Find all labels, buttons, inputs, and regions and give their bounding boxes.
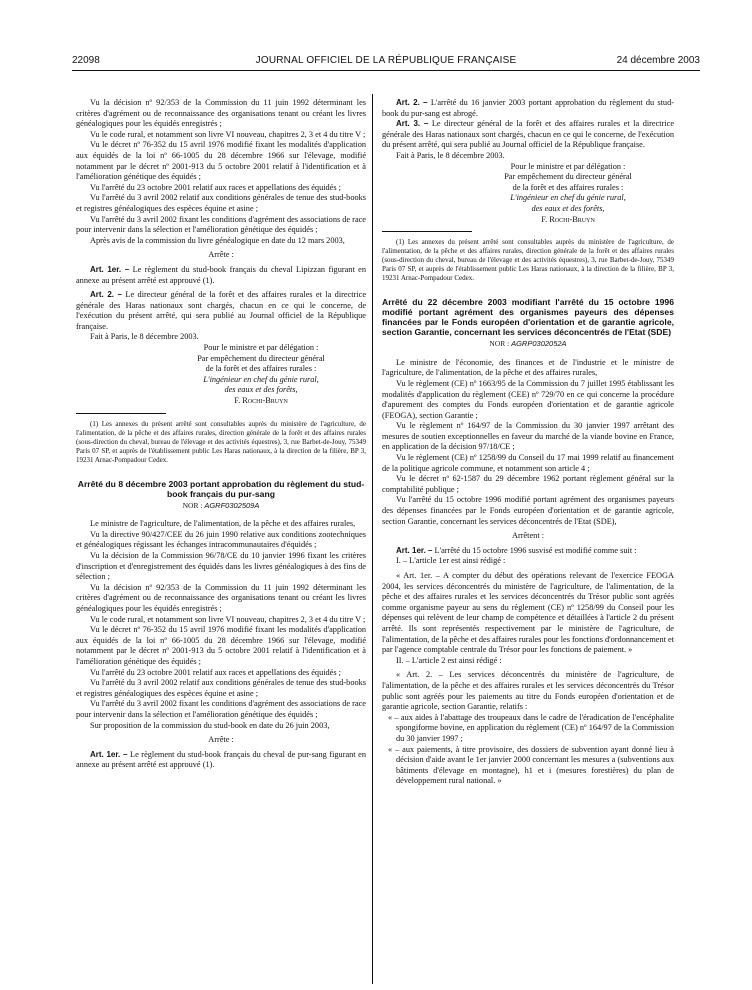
paragraph: Vu la décision de la Commission 96/78/CE du 10 janvier 1996 fixant les critères d'inscription et d'enregistrement des équidés dans les livres généalogiques à des fins de sélection ; [76,551,366,582]
footnote: (1) Les annexes du présent arrêté sont consultables auprès du ministère de l'agriculture, de l'alimentation, de la pêche et des affaires rurales, direction générale de la forêt et des affaires rurales (sous-direction du cheval, bureau de l'élevage et des activités équestres), 3, rue Barbet-de-Jouy, 75349 Paris 07 SP, et auprès de l'établissement public Les Haras nationaux, à la direction de la filière, BP 3, 19231 Arnac-Pompadour Cedex. [76,419,366,464]
article-text: Le directeur général de la forêt et des affaires rurales et la directrice générale des Haras nationaux sont chargés, chacun en ce qui le concerne, de l'exécution du présent arrêté, qui sera publié au Journal officiel de la République française. [76,290,366,331]
paragraph: II. – L'article 2 est ainsi rédigé : [396,655,502,665]
paragraph: Le ministre de l'agriculture, de l'alimentation, de la pêche et des affaires rurales, [90,519,356,529]
signature-line: L'ingénieur en chef du génie rural, [510,193,626,203]
article-text: L'arrêté du 15 octobre 1996 susvisé est modifié comme suit : [434,545,637,555]
footnote-separator [76,413,166,414]
article-2 [382,98,674,119]
page-header [72,55,700,69]
signature-line: Par empêchement du directeur général [504,172,632,182]
nor-label: NOR : [182,500,203,510]
article-label: Art. 3. – [396,119,429,129]
signature-block [76,343,366,407]
list-item: « – aux aides à l'abattage des troupeaux dans le cadre de l'éradication de l'encéphalite spongiforme bovine, en application du règlement (CE) nº 164/97 de la Commission du 30 janvier 1997 ; [388,712,674,743]
signature-line: Pour le ministre et par délégation : [203,343,319,353]
signature-place-date: Fait à Paris, le 8 décembre 2003. [90,332,199,342]
paragraph: Après avis de la commission du livre généalogique en date du 12 mars 2003, [90,235,345,245]
paragraph: Vu le code rural, et notamment son livre VI nouveau, chapitres 2, 3 et 4 du titre V ; [90,614,366,624]
journal-title: JOURNAL OFFICIEL DE LA RÉPUBLIQUE FRANÇAISE [255,55,517,66]
paragraph: Vu la décision nº 92/353 de la Commission du 11 juin 1992 déterminant les critères d'agrément ou de reconnaissance des organisations tenant ou créant les livres généalogiques pour les équidés enregistrés ; [76,582,366,613]
article-1 [382,546,674,557]
decree-title: Arrêté du 8 décembre 2003 portant approbation du règlement du stud-book français du pur-sang [77,478,365,499]
paragraph: Vu le règlement (CE) nº 1663/95 de la Commission du 7 juillet 1995 établissant les modalités d'application du règlement (CEE) nº 729/70 en ce qui concerne la procédure d'apurement des comptes du Fonds européen d'orientation et de garantie agricole (FEOGA), section Garantie ; [382,378,674,420]
arrete-heading: Arrête : [208,735,234,745]
quoted-article: « Art. 2. – Les services déconcentrés du ministère de l'agriculture, de l'alimentation, de la pêche et des affaires rurales et les services déconcentrés du Trésor public sont agréés pour les paiements au titre du Fonds européen d'orientation et de garantie agricole, section Garantie, relatifs : [382,670,674,712]
paragraph: Vu l'arrêté du 23 octobre 2001 relatif aux races et appellations des équidés ; [90,667,341,677]
paragraph: Vu le décret nº 76-352 du 15 avril 1976 modifié fixant les modalités d'application aux équidés de la loi nº 66-1005 du 28 décembre 1966 sur l'élevage, modifié notamment par le décret nº 2001-913 du 5 octobre 2001 relatif à l'identification et à l'amélioration génétique des équidés ; [76,625,366,666]
paragraph: Le ministre de l'économie, des finances et de l'industrie et le ministre de l'agriculture, de l'alimentation, de la pêche et des affaires rurales, [382,357,674,378]
paragraph: Vu la directive 90/427/CEE du 26 juin 1990 relative aux conditions zootechniques et généalogiques régissant les échanges intracommunautaires d'équidés ; [76,529,366,550]
issue-date: 24 décembre 2003 [616,55,700,66]
article-text: Le règlement du stud-book français du cheval Lipizzan figurant en annexe au présent arrêté est approuvé (1). [76,264,366,285]
paragraph: I. – L'article 1er est ainsi rédigé : [396,556,506,566]
paragraph: Vu le décret nº 62-1587 du 29 décembre 1962 portant règlement général sur la comptabilité publique ; [382,474,674,494]
arretent-heading: Arrêtent : [511,531,545,541]
column-divider [372,94,373,984]
signature-line: L'ingénieur en chef du génie rural, [203,374,319,384]
paragraph: Vu l'arrêté du 3 avril 2002 fixant les conditions d'agrément des associations de race pour intervenir dans la sélection et l'amélioration génétique des équidés ; [76,699,366,719]
paragraph: Sur proposition de la commission du stud-book en date du 26 juin 2003, [90,720,330,730]
footnote-separator [382,231,472,232]
nor-reference [76,501,366,512]
decree-title: Arrêté du 22 décembre 2003 modifiant l'arrêté du 15 octobre 1996 modifié portant agrément des organismes payeurs des dépenses financées par le Fonds européen d'orientation et de garantie agricole, section Garantie, concernant les services déconcentrés de l'Etat (SDE) [382,297,674,338]
nor-value: AGRF0302509A [204,500,260,510]
article-label: Art. 1er. – [90,749,128,759]
signature-line: des eaux et des forêts, [224,385,298,395]
footnote: (1) Les annexes du présent arrêté sont consultables auprès du ministère de l'agriculture, de l'alimentation, de la pêche et des affaires rurales, direction générale de la forêt et des affaires rurales (sous-direction du cheval, bureau de l'élevage et des activités équestres), 3, rue Barbet-de-Jouy, 75349 Paris 07 SP, et auprès de l'établissement public Les Haras nationaux, à la direction de la filière, BP 3, 19231 Arnac-Pompadour Cedex. [382,238,674,283]
signatory-name: F. Rochi-Bruyn [234,396,288,406]
nor-value: AGRP0302052A [511,339,567,349]
signature-line: de la forêt et des affaires rurales : [205,364,317,374]
signature-line: de la forêt et des affaires rurales : [512,182,624,192]
nor-label: NOR : [489,339,510,349]
list-item: « – aux paiements, à titre provisoire, des dossiers de subvention ayant donné lieu à décision d'aide avant le 1er janvier 2000 concernant les mesures a (subventions aux bâtiments d'élevage en montagne), h1 et i (mesures forestières) du plan de développement rural national. » [388,744,674,786]
signature-line: Par empêchement du directeur général [197,353,325,363]
signature-line: des eaux et des forêts, [531,203,605,213]
article-text: Le règlement du stud-book français du cheval de pur-sang figurant en annexe au présent arrêté est approuvé (1). [76,749,366,770]
paragraph: Vu l'arrêté du 23 octobre 2001 relatif aux races et appellations des équidés ; [90,182,341,192]
article-label: Art. 1er. – [396,545,433,555]
article-label: Art. 1er. – [90,264,130,274]
paragraph: Vu le règlement (CE) nº 1258/99 du Conseil du 17 mai 1999 relatif au financement de la politique agricole commune, et notamment son article 4 ; [382,453,674,473]
article-1 [76,750,366,771]
paragraph: Vu le décret nº 76-352 du 15 avril 1976 modifié fixant les modalités d'application aux équidés de la loi nº 66-1005 du 28 décembre 1966 sur l'élevage, modifié notamment par le décret nº 2001-913 du 5 octobre 2001 relatif à l'identification et à l'amélioration génétique des équidés ; [76,140,366,182]
right-column [382,98,674,787]
article-2 [76,290,366,332]
article-label: Art. 2. – [90,290,122,300]
nor-reference [382,339,674,350]
paragraph: Vu le règlement nº 164/97 de la Commission du 30 janvier 1997 arrêtant des mesures de soutien exceptionnelles en faveur du marché de la viande bovine en France, en application de la décision 97/18/CE ; [382,421,674,452]
article-1 [76,265,366,286]
page-number: 22098 [72,55,100,66]
header-rule [72,70,700,71]
paragraph: Vu l'arrêté du 15 octobre 1996 modifié portant agrément des organismes payeurs des dépenses financées par le Fonds européen d'orientation et de garantie agricole, section Garantie, concernant les services déconcentrés de l'Etat (SDE), [382,495,674,526]
arrete-heading: Arrête : [208,250,234,260]
article-text: L'arrêté du 16 janvier 2003 portant approbation du règlement du stud-book du pur-sang est abrogé. [382,98,674,118]
left-column [76,98,366,771]
paragraph: Vu l'arrêté du 3 avril 2002 fixant les conditions d'agrément des associations de race pour intervenir dans la sélection et l'amélioration génétique des équidés ; [76,214,366,235]
signature-block [382,162,674,226]
signature-line: Pour le ministre et par délégation : [510,161,626,171]
paragraph: Vu l'arrêté du 3 avril 2002 relatif aux conditions générales de tenue des stud-books et registres généalogiques des espèces équine et asine ; [76,678,366,698]
paragraph: Vu la décision nº 92/353 de la Commission du 11 juin 1992 déterminant les critères d'agrément ou de reconnaissance des organisations tenant ou créant les livres généalogiques pour les équidés enregistrés ; [76,98,366,129]
quoted-article: « Art. 1er. – A compter du début des opérations relevant de l'exercice FEOGA 2004, les services déconcentrés du ministère de l'agriculture, de l'alimentation, de la pêche et des affaires rurales et les services déconcentrés du Trésor public sont agréés comme organisme payeur au sens du règlement (CE) nº 1258/99 du Conseil pour les dépenses qui relèvent de leur champ de compétence et détaillées à l'article 2 du présent arrêté. Ils sont représentés respectivement par le ministère de l'agriculture, de l'alimentation, de la pêche et des affaires rurales pour les fonctions d'ordonnancement et par l'agence comptable centrale du Trésor pour les fonctions de paiement. » [382,571,674,655]
signatory-name: F. Rochi-Bruyn [541,214,595,224]
paragraph: Vu le code rural, et notamment son livre VI nouveau, chapitres 2, 3 et 4 du titre V ; [90,129,366,139]
article-3 [382,119,674,151]
paragraph: Vu l'arrêté du 3 avril 2002 relatif aux conditions générales de tenue des stud-books et registres généalogiques des espèces équine et asine ; [76,193,366,213]
signature-place-date: Fait à Paris, le 8 décembre 2003. [396,150,505,160]
article-text: Le directeur général de la forêt et des affaires rurales et la directrice générale des Haras nationaux sont chargés, chacun en ce qui le concerne, de l'exécution du présent arrêté, qui sera publié au Journal officiel de la République française. [382,119,675,150]
article-label: Art. 2. – [396,98,428,107]
